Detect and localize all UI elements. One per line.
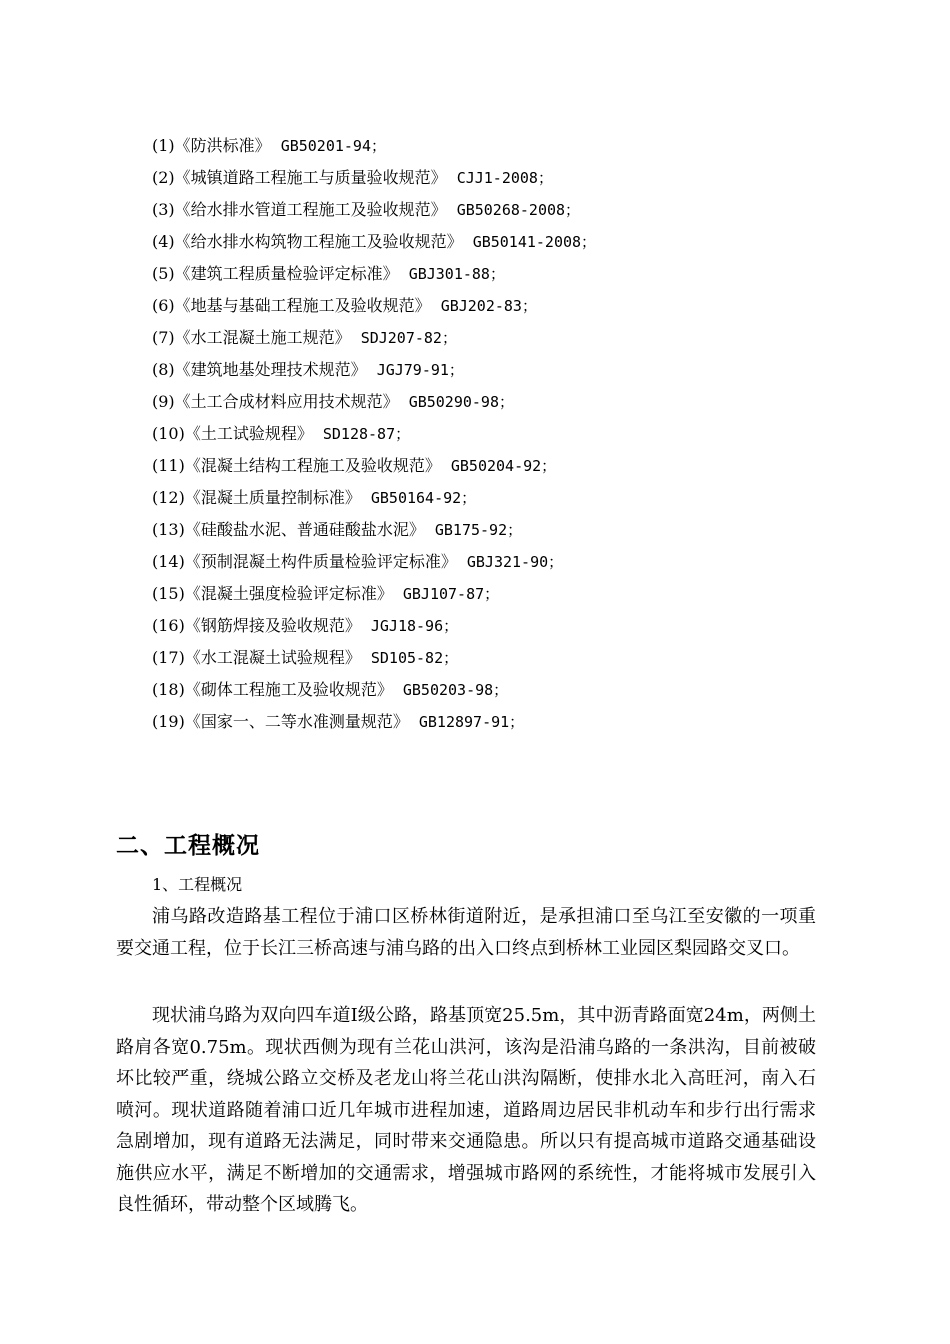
reference-number: (19) <box>152 712 185 731</box>
reference-code: GB50164-92； <box>370 489 477 507</box>
reference-number: (2) <box>152 168 175 187</box>
reference-title: 《硅酸盐水泥、普通硅酸盐水泥》 <box>184 520 425 539</box>
reference-number: (14) <box>152 552 185 571</box>
reference-title: 《建筑工程质量检验评定标准》 <box>174 264 399 283</box>
list-item <box>152 706 596 738</box>
list-item <box>152 642 596 674</box>
reference-number: (10) <box>152 424 185 443</box>
reference-number: (1) <box>152 136 175 155</box>
list-item <box>152 130 596 162</box>
reference-code: SDJ207-82； <box>360 329 457 347</box>
reference-code: GBJ321-90； <box>466 553 564 571</box>
list-item <box>152 546 596 578</box>
reference-title: 《水工混凝土施工规范》 <box>174 328 351 347</box>
list-item <box>152 578 596 610</box>
reference-title: 《水工混凝土试验规程》 <box>184 648 361 667</box>
reference-title: 《国家一、二等水准测量规范》 <box>184 712 409 731</box>
reference-title: 《钢筋焊接及验收规范》 <box>184 616 361 635</box>
reference-title: 《防洪标准》 <box>174 136 271 155</box>
list-item <box>152 514 596 546</box>
reference-code: GB50141-2008； <box>472 233 597 251</box>
reference-number: (15) <box>152 584 185 603</box>
list-item <box>152 418 596 450</box>
list-item <box>152 194 596 226</box>
reference-code: GB50268-2008； <box>456 201 581 219</box>
reference-code: GB50204-92； <box>450 457 557 475</box>
list-item <box>152 162 596 194</box>
list-item <box>152 610 596 642</box>
sub-heading: 1、工程概况 <box>152 875 243 894</box>
reference-title: 《砌体工程施工及验收规范》 <box>184 680 393 699</box>
reference-title: 《混凝土结构工程施工及验收规范》 <box>184 456 441 475</box>
body-paragraph: 现状浦乌路为双向四车道Ⅰ级公路，路基顶宽25.5m，其中沥青路面宽24m，两侧土路肩各宽0.75m。现状西侧为现有兰花山洪河，该沟是沿浦乌路的一条洪沟，目前被破坏比较严重，绕城公路立交桥及老龙山将兰花山洪沟隔断，使排水北入高旺河，南入石喷河。现状道路随着浦口近几年城市进程加速，道路周边居民非机动车和步行出行需求急剧增加，现有道路无法满足，同时带来交通隐患。所以只有提高城市道路交通基础设施供应水平，满足不断增加的交通需求，增强城市路网的系统性，才能将城市发展引入良性循环，带动整个区域腾飞。 <box>116 1005 816 1215</box>
reference-title: 《建筑地基处理技术规范》 <box>174 360 367 379</box>
section-heading: 二、工程概况 <box>116 833 260 859</box>
list-item <box>152 322 596 354</box>
reference-title: 《地基与基础工程施工及验收规范》 <box>174 296 431 315</box>
reference-standards-list <box>152 130 596 738</box>
reference-title: 《混凝土质量控制标准》 <box>184 488 361 507</box>
reference-title: 《预制混凝土构件质量检验评定标准》 <box>184 552 457 571</box>
list-item <box>152 290 596 322</box>
reference-title: 《土工合成材料应用技术规范》 <box>174 392 399 411</box>
reference-number: (16) <box>152 616 185 635</box>
reference-number: (13) <box>152 520 185 539</box>
reference-title: 《给水排水构筑物工程施工及验收规范》 <box>174 232 463 251</box>
reference-number: (9) <box>152 392 175 411</box>
reference-title: 《土工试验规程》 <box>184 424 313 443</box>
reference-number: (8) <box>152 360 175 379</box>
list-item <box>152 386 596 418</box>
reference-title: 《给水排水管道工程施工及验收规范》 <box>174 200 447 219</box>
list-item <box>152 482 596 514</box>
reference-code: SD128-87； <box>322 425 411 443</box>
reference-code: GB50203-98； <box>402 681 509 699</box>
list-item <box>152 226 596 258</box>
reference-code: JGJ18-96； <box>370 617 459 635</box>
list-item <box>152 258 596 290</box>
reference-code: GB12897-91； <box>418 713 525 731</box>
list-item <box>152 450 596 482</box>
reference-code: GB50290-98； <box>408 393 514 411</box>
reference-number: (7) <box>152 328 175 347</box>
reference-title: 《混凝土强度检验评定标准》 <box>184 584 393 603</box>
reference-number: (18) <box>152 680 185 699</box>
reference-number: (4) <box>152 232 175 251</box>
reference-code: GB50201-94； <box>280 137 386 155</box>
reference-number: (3) <box>152 200 175 219</box>
reference-title: 《城镇道路工程施工与质量验收规范》 <box>174 168 447 187</box>
reference-number: (11) <box>152 456 185 475</box>
list-item <box>152 674 596 706</box>
reference-code: GBJ301-88； <box>408 265 505 283</box>
reference-number: (5) <box>152 264 175 283</box>
reference-code: CJJ1-2008； <box>456 169 553 187</box>
reference-code: JGJ79-91； <box>376 361 464 379</box>
reference-number: (6) <box>152 296 175 315</box>
list-item <box>152 354 596 386</box>
body-paragraph: 浦乌路改造路基工程位于浦口区桥林街道附近，是承担浦口至乌江至安徽的一项重要交通工程，位于长江三桥高速与浦乌路的出入口终点到桥林工业园区梨园路交叉口。 <box>116 906 816 959</box>
reference-code: GB175-92； <box>434 521 523 539</box>
reference-code: SD105-82； <box>370 649 459 667</box>
reference-number: (12) <box>152 488 185 507</box>
reference-code: GBJ202-83； <box>440 297 537 315</box>
reference-number: (17) <box>152 648 185 667</box>
reference-code: GBJ107-87； <box>402 585 500 603</box>
